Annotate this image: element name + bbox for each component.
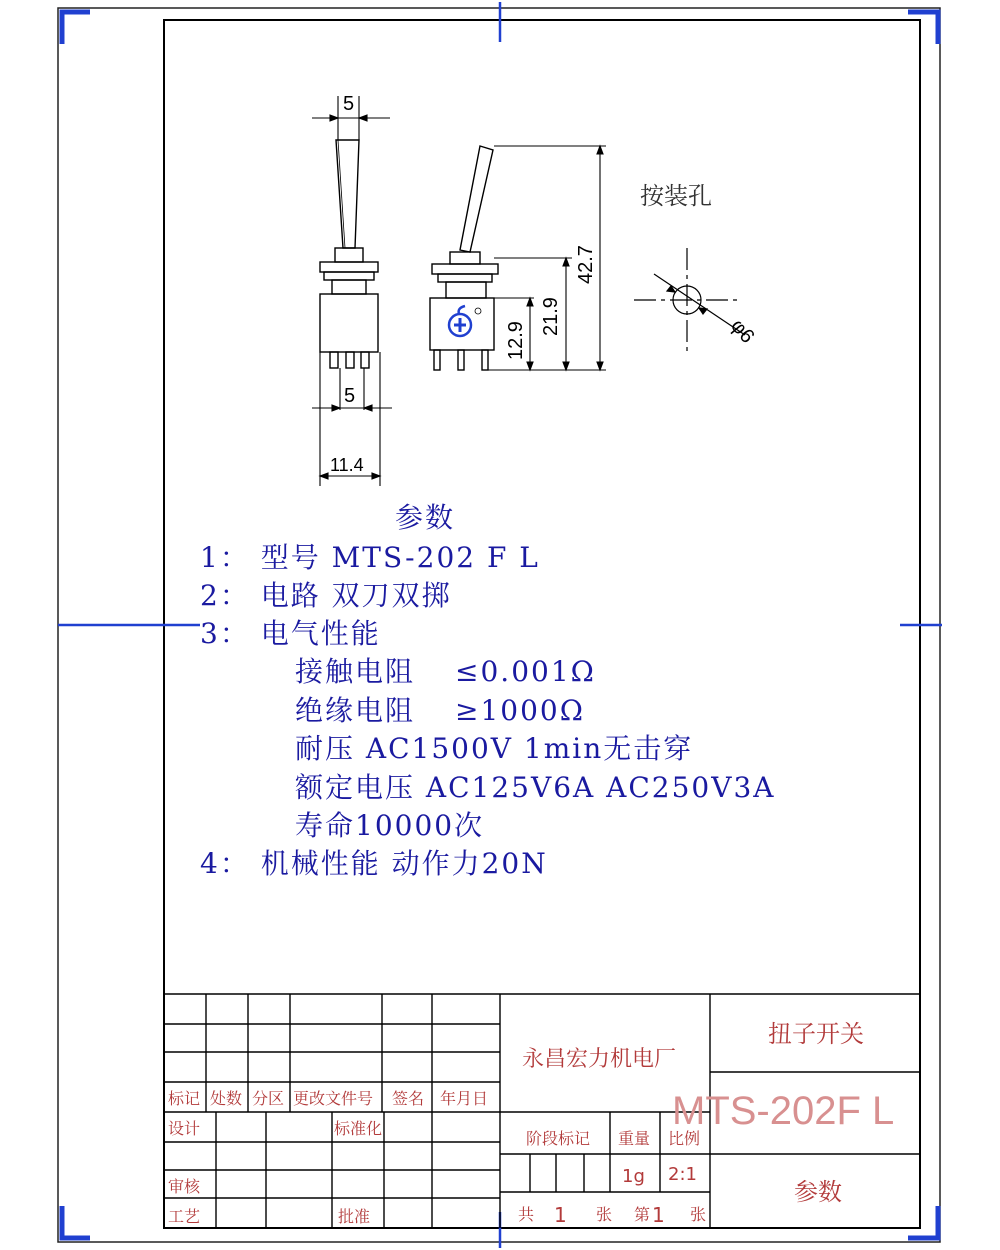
- contact-resistance-label: 接触电阻: [295, 655, 416, 688]
- spec-model: 1： 型号 MTS-202 F L: [200, 541, 540, 574]
- dim-mid-height: 21.9: [540, 297, 562, 336]
- spec-withstand-voltage: 耐压 AC1500V 1min无击穿: [295, 732, 694, 765]
- mounting-hole-label: 按装孔: [640, 182, 712, 210]
- front-dimensions: [312, 96, 392, 486]
- tb-weight-value: 1g: [622, 1166, 645, 1187]
- spec-title: 参数: [395, 501, 456, 534]
- dim-total-height: 42.7: [575, 245, 597, 284]
- tb-sheet-unit1: 张: [596, 1205, 613, 1224]
- tb-doc-name: 参数: [794, 1178, 842, 1206]
- insulation-resistance-value: ≥1000Ω: [455, 694, 585, 727]
- tb-role-design: 设计: [168, 1119, 201, 1138]
- tb-sheet-total-prefix: 共: [518, 1205, 535, 1224]
- tb-stage-mark: 阶段标记: [526, 1129, 591, 1148]
- tb-sheet-no-prefix: 第: [634, 1205, 651, 1224]
- tb-sheet-no: 1: [652, 1203, 665, 1227]
- spec-life: 寿命10000次: [295, 809, 485, 842]
- tb-header-change-doc: 更改文件号: [293, 1089, 374, 1108]
- tb-header-mark: 标记: [168, 1089, 201, 1108]
- tb-scale-value: 2:1: [668, 1164, 697, 1185]
- tb-sheet-total: 1: [554, 1203, 567, 1227]
- tb-header-signature: 签名: [392, 1089, 425, 1108]
- spec-mechanical: 4： 机械性能 动作力20N: [200, 847, 548, 880]
- tb-role-process: 工艺: [168, 1207, 201, 1226]
- tb-part-name: 扭子开关: [768, 1020, 864, 1048]
- spec-contact-resistance: [295, 650, 596, 690]
- tb-header-zone: 分区: [252, 1089, 285, 1108]
- dim-body-height: 12.9: [505, 321, 527, 360]
- tb-model-watermark: MTS-202F L: [672, 1089, 895, 1133]
- dim-body-width: 11.4: [330, 455, 364, 475]
- tb-header-date: 年月日: [440, 1089, 489, 1108]
- brand-logo: [449, 306, 481, 336]
- insulation-resistance-label: 绝缘电阻: [295, 694, 416, 727]
- tb-header-count: 处数: [210, 1089, 243, 1108]
- dim-pin-pitch: 5: [344, 385, 356, 407]
- mounting-hole: [634, 248, 745, 352]
- tb-company: 永昌宏力机电厂: [522, 1047, 677, 1072]
- contact-resistance-value: ≤0.001Ω: [455, 655, 596, 688]
- tb-role-approve: 批准: [338, 1207, 371, 1226]
- spec-electrical-heading: 3： 电气性能: [200, 617, 381, 650]
- dim-hole-diameter: φ6: [726, 315, 759, 348]
- tb-weight-label: 重量: [618, 1129, 651, 1148]
- dim-lever-width: 5: [343, 93, 355, 115]
- tb-sheet-unit2: 张: [690, 1205, 707, 1224]
- switch-front-view: [320, 140, 378, 368]
- tb-role-review: 审核: [168, 1177, 201, 1196]
- tb-scale-label: 比例: [668, 1129, 701, 1148]
- spec-insulation-resistance: [295, 689, 585, 729]
- tb-role-standardize: 标准化: [334, 1119, 383, 1138]
- title-block-text: [168, 1020, 894, 1227]
- spec-circuit: 2： 电路 双刀双掷: [200, 579, 452, 612]
- spec-rated: 额定电压 AC125V6A AC250V3A: [295, 771, 776, 804]
